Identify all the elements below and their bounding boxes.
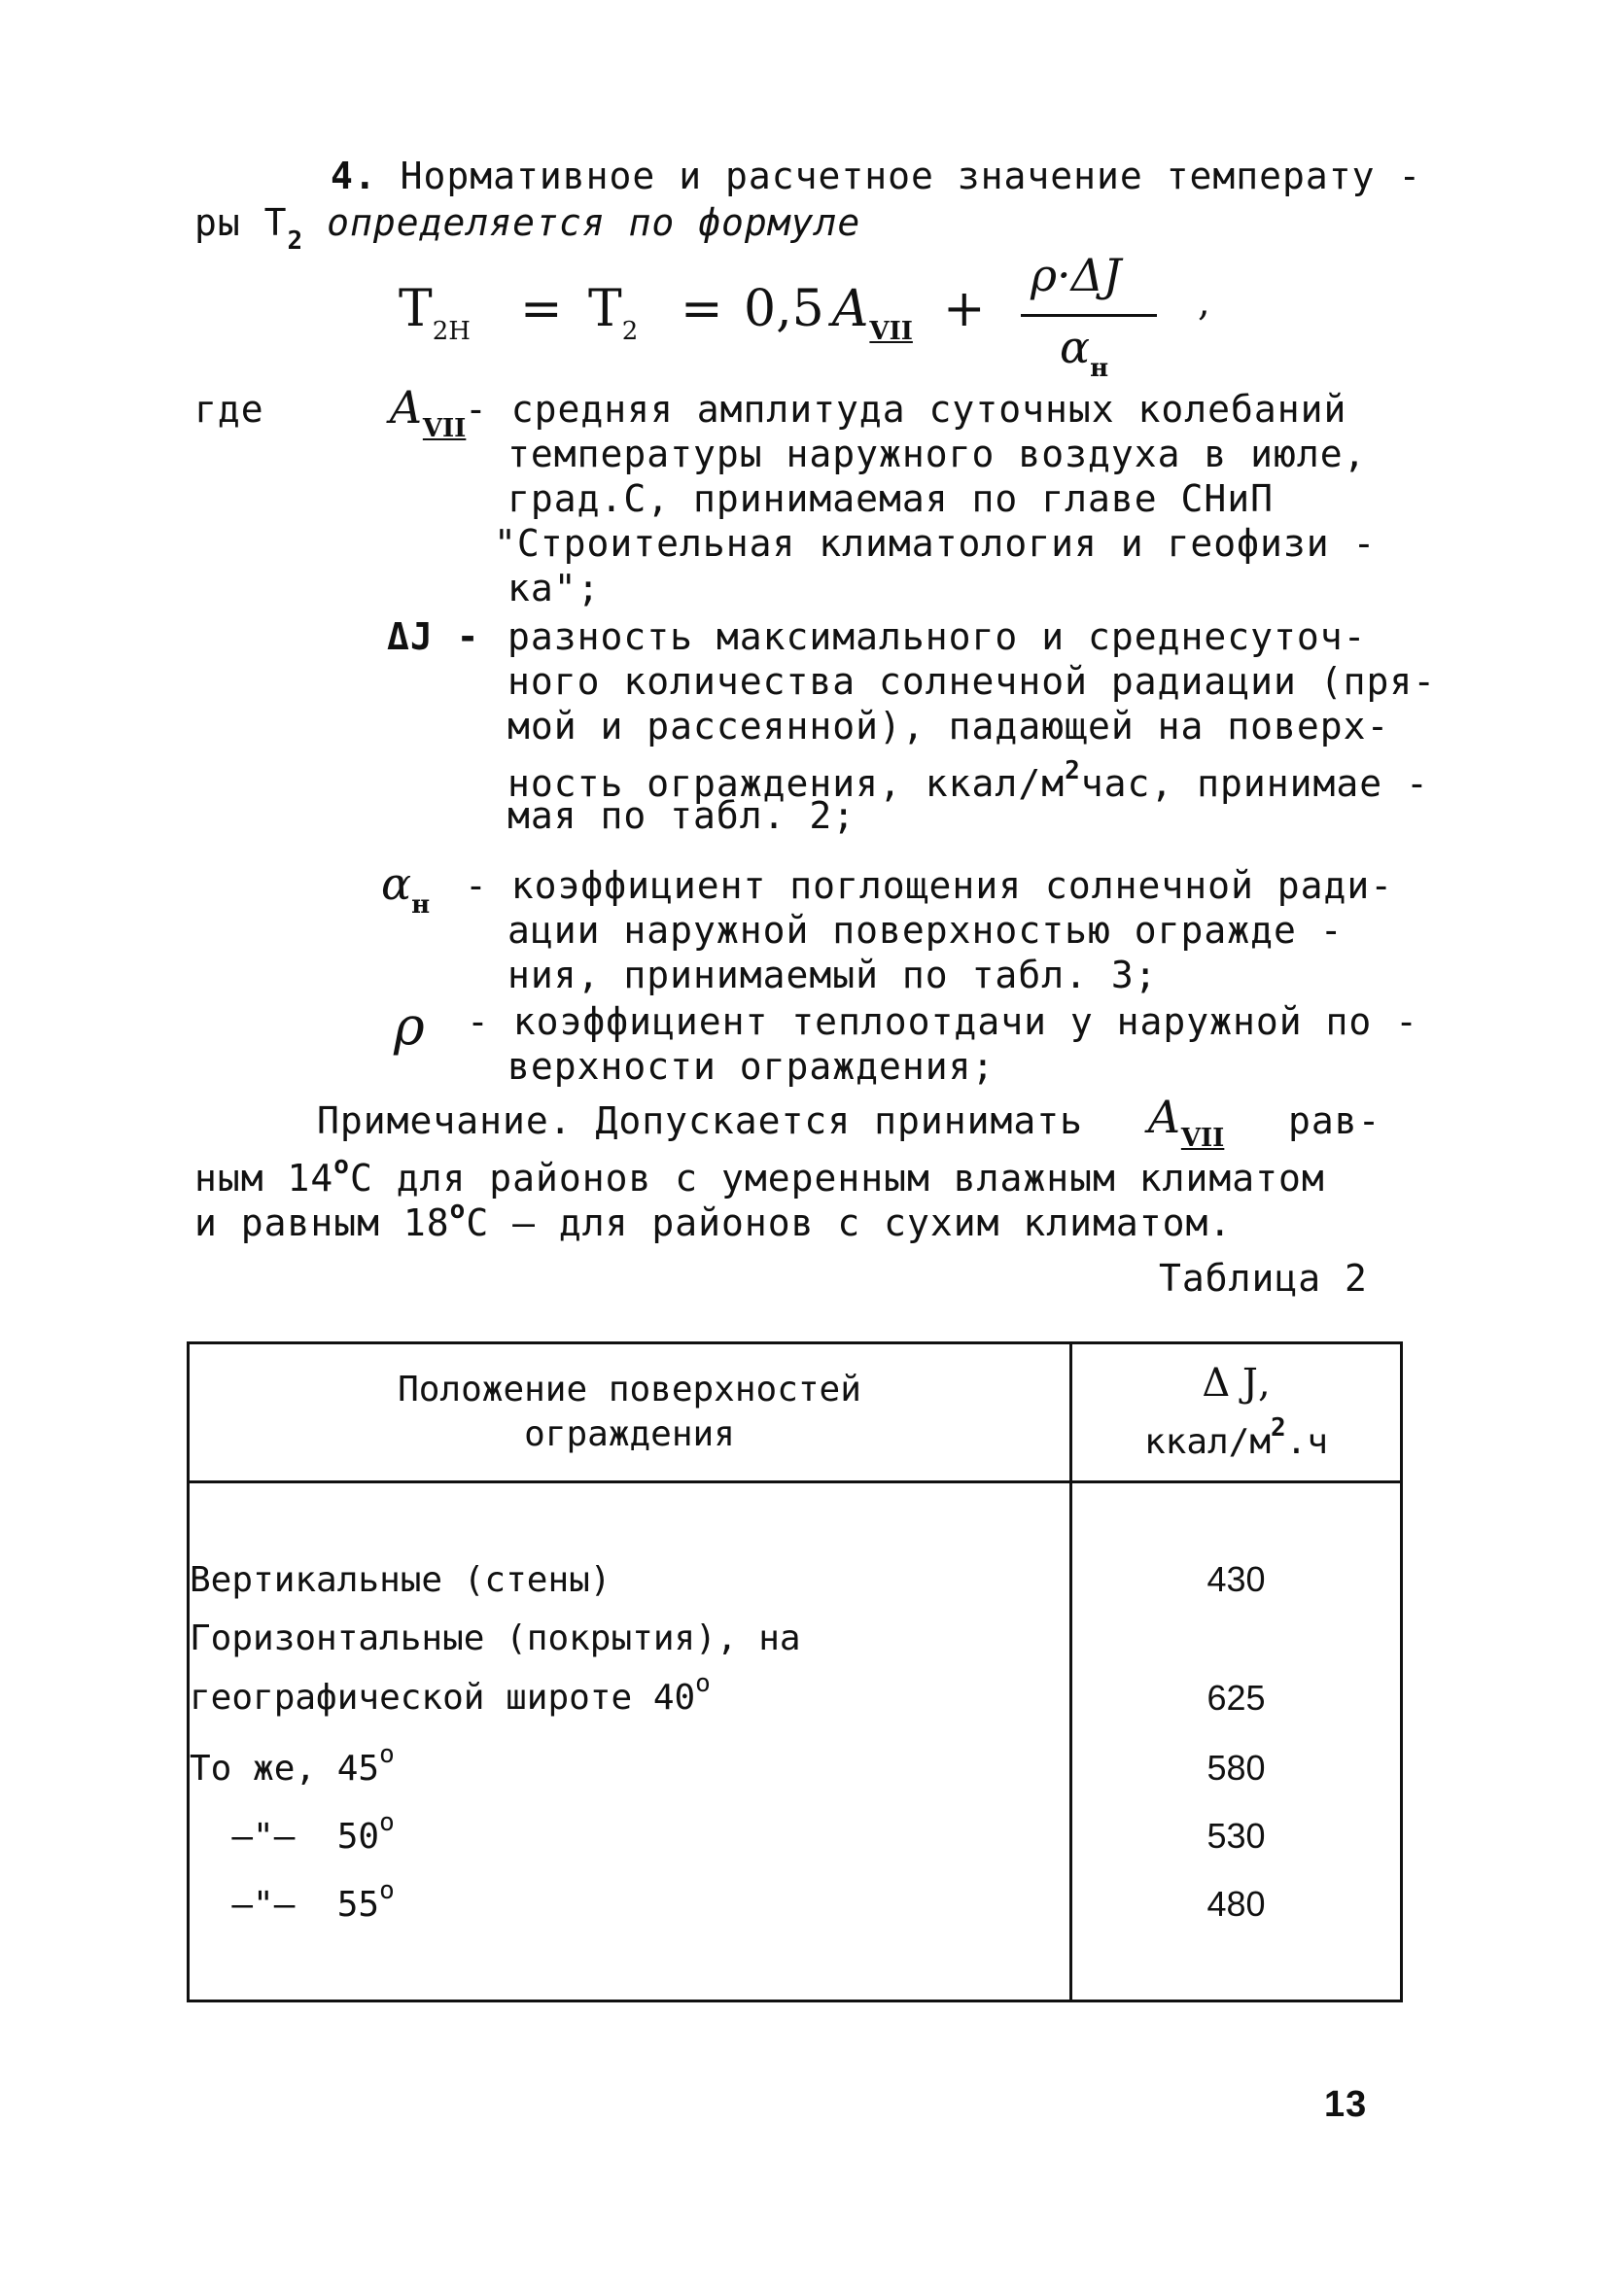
where-label: где: [194, 388, 264, 431]
note-line-2: ным $14^оС$ для районов с умеренным влажным климатом: [194, 1151, 1325, 1200]
row-label: –"– $55^о$: [189, 1857, 1071, 1925]
header-delta-j: Δ Ј, ккал/$м^2.ч$: [1071, 1343, 1402, 1482]
rho-symbol: ρ: [394, 995, 425, 1057]
row-label: Вертикальные (стены): [189, 1482, 1071, 1601]
row-value: 625: [1071, 1600, 1402, 1721]
formula-t2: $Т_2$: [588, 280, 639, 346]
formula-a: $А_{VII}$: [831, 280, 913, 346]
table-filler-row: [189, 1925, 1402, 2001]
formula-denominator: $\alpha_н$: [1060, 321, 1109, 383]
a-vii-symbol: $А_{VII}$: [389, 381, 467, 443]
note-a-vii: $А_{VII}$: [1147, 1091, 1225, 1153]
formula-numerator: ρ·ΔЈ: [1031, 249, 1122, 301]
row-label: То же, $45^о$: [189, 1721, 1071, 1789]
note-line-1: Примечание. Допускается принимать: [317, 1099, 1083, 1142]
rho-def-line-2: верхности ограждения;: [507, 1045, 996, 1088]
paragraph-text-2a: ры Т: [194, 201, 288, 244]
dj-def-line-1: разность максимального и среднесуточ-: [507, 615, 1367, 658]
paragraph-number: 4.: [331, 155, 377, 197]
paragraph-text-2b: определяется по формуле: [327, 201, 861, 244]
alpha-n-symbol: $\alpha_н$: [381, 857, 431, 920]
table-2: [187, 1341, 1403, 2002]
a-def-line-2: температуры наружного воздуха в июле,: [507, 433, 1367, 475]
a-def-line-3: град.С, принимаемая по главе СНиП: [507, 477, 1274, 520]
rho-def-line-1: - коэффициент теплоотдачи у наружной по -: [467, 1000, 1418, 1043]
row-label: –"– $50^о$: [189, 1789, 1071, 1857]
alpha-def-line-1: - коэффициент поглощения солнечной ради-: [465, 864, 1394, 907]
dj-def-line-5: мая по табл. 2;: [507, 794, 856, 837]
a-def-line-4: "Строительная климатология и геофизи -: [494, 522, 1377, 565]
table-header-row: [189, 1343, 1402, 1482]
table-row: [189, 1789, 1402, 1857]
formula-eq1: =: [520, 280, 563, 338]
paragraph-text-1: Нормативное и расчетное значение температу -: [400, 155, 1422, 197]
table-caption: Таблица 2: [1159, 1257, 1368, 1300]
a-def-line-5: ка";: [507, 567, 601, 609]
table-row: [189, 1482, 1402, 1601]
header-position: Положение поверхностей ограждения: [189, 1343, 1071, 1482]
row-value: 530: [1071, 1789, 1402, 1857]
paragraph-line-1: [331, 154, 1421, 198]
paragraph-sub: 2: [287, 226, 304, 256]
page-number: 13: [1324, 2084, 1368, 2125]
table-row: [189, 1600, 1402, 1721]
dj-def-line-3: мой и рассеянной), падающей на поверх-: [507, 705, 1390, 748]
formula-comma: ,: [1198, 280, 1210, 325]
dj-def-line-4: ность ограждения, ккал/$м^2час$, принимае -: [507, 756, 1429, 805]
row-value: 430: [1071, 1482, 1402, 1601]
delta-j-symbol: ΔЈ -: [387, 615, 480, 658]
dj-def-line-2: ного количества солнечной радиации (пря-: [507, 660, 1437, 703]
row-value: 480: [1071, 1857, 1402, 1925]
table-row: [189, 1721, 1402, 1789]
row-label: Горизонтальные (покрытия), на географической широте $40^о$: [189, 1600, 1071, 1721]
formula-lhs: $Т_{2Н}$: [399, 280, 471, 346]
paragraph-line-2: [194, 200, 860, 263]
formula-eq2: =: [681, 280, 723, 338]
formula-coef: 0,5: [744, 280, 824, 338]
row-value: 580: [1071, 1721, 1402, 1789]
note-line-3: и равным $18^оС$ – для районов с сухим климатом.: [194, 1196, 1233, 1244]
formula: [399, 249, 1235, 387]
formula-plus: +: [943, 280, 986, 338]
note-line-1-end: рав-: [1288, 1099, 1381, 1142]
alpha-def-line-3: ния, принимаемый по табл. 3;: [507, 954, 1158, 996]
alpha-def-line-2: ации наружной поверхностью огражде -: [507, 909, 1344, 952]
fraction-bar: [1021, 314, 1157, 317]
table-row: [189, 1857, 1402, 1925]
a-def-line-1: - средняя амплитуда суточных колебаний: [465, 388, 1347, 431]
